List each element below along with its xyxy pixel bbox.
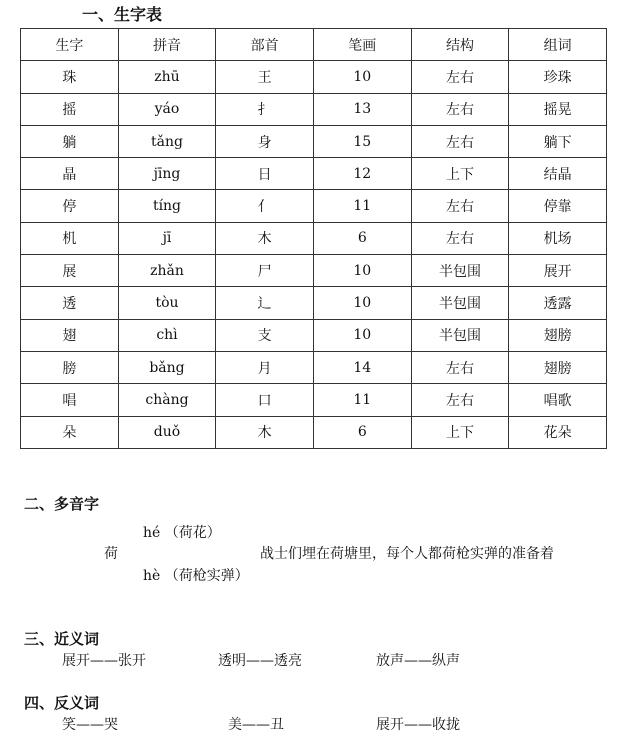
strokes-cell: 10	[313, 287, 411, 319]
word-cell: 翅膀	[509, 319, 607, 351]
antonym-pair: 笑——哭	[62, 717, 118, 733]
word-cell: 唱歌	[509, 384, 607, 416]
radical-cell: 木	[216, 222, 314, 254]
table-row	[21, 255, 607, 287]
structure-cell: 半包围	[411, 287, 509, 319]
pinyin-cell: tòu	[118, 287, 216, 319]
char-cell: 唱	[21, 384, 119, 416]
radical-cell: 辶	[216, 287, 314, 319]
strokes-cell: 12	[313, 158, 411, 190]
antonym-pair: 展开——收拢	[376, 717, 460, 733]
header-cell: 部首	[216, 29, 314, 61]
radical-cell: 身	[216, 125, 314, 157]
word-cell: 躺下	[509, 125, 607, 157]
char-cell: 翅	[21, 319, 119, 351]
table-row	[21, 319, 607, 351]
char-cell: 透	[21, 287, 119, 319]
table-row	[21, 158, 607, 190]
section4-title: 四、反义词	[24, 694, 100, 712]
radical-cell: 支	[216, 319, 314, 351]
word-cell: 停靠	[509, 190, 607, 222]
header-cell: 组词	[509, 29, 607, 61]
char-cell: 躺	[21, 125, 119, 157]
structure-cell: 半包围	[411, 255, 509, 287]
char-cell: 朵	[21, 416, 119, 448]
header-cell: 拼音	[118, 29, 216, 61]
table-row	[21, 190, 607, 222]
structure-cell: 左右	[411, 93, 509, 125]
strokes-cell: 10	[313, 61, 411, 93]
structure-cell: 左右	[411, 125, 509, 157]
structure-cell: 左右	[411, 61, 509, 93]
radical-cell: 日	[216, 158, 314, 190]
char-cell: 珠	[21, 61, 119, 93]
strokes-cell: 15	[313, 125, 411, 157]
radical-cell: 扌	[216, 93, 314, 125]
strokes-cell: 10	[313, 319, 411, 351]
word-cell: 翅膀	[509, 351, 607, 383]
antonym-pair: 美——丑	[228, 717, 284, 733]
pinyin-cell: duǒ	[118, 416, 216, 448]
table-row	[21, 287, 607, 319]
structure-cell: 左右	[411, 190, 509, 222]
structure-cell: 上下	[411, 416, 509, 448]
table-row	[21, 351, 607, 383]
polyphone-reading-1: hé （荷花）	[143, 525, 221, 541]
structure-cell: 上下	[411, 158, 509, 190]
synonym-pair: 展开——张开	[62, 653, 146, 669]
polyphone-reading-2: hè （荷枪实弹）	[143, 568, 249, 584]
pinyin-cell: yáo	[118, 93, 216, 125]
header-cell: 生字	[21, 29, 119, 61]
strokes-cell: 14	[313, 351, 411, 383]
char-cell: 晶	[21, 158, 119, 190]
word-cell: 机场	[509, 222, 607, 254]
pinyin-cell: tǎng	[118, 125, 216, 157]
word-cell: 花朵	[509, 416, 607, 448]
table-header-row	[21, 29, 607, 61]
char-cell: 停	[21, 190, 119, 222]
synonym-pair: 透明——透亮	[218, 653, 302, 669]
polyphone-char: 荷	[104, 546, 118, 562]
char-cell: 膀	[21, 351, 119, 383]
pinyin-cell: tíng	[118, 190, 216, 222]
header-cell: 结构	[411, 29, 509, 61]
pinyin-cell: zhū	[118, 61, 216, 93]
strokes-cell: 10	[313, 255, 411, 287]
table-body	[21, 61, 607, 449]
polyphone-sentence: 战士们埋在荷塘里，每个人都荷枪实弹的准备着	[260, 546, 554, 562]
structure-cell: 左右	[411, 384, 509, 416]
table-row	[21, 222, 607, 254]
section1-title: 一、生字表	[82, 5, 163, 24]
word-cell: 摇晃	[509, 93, 607, 125]
pinyin-cell: jīng	[118, 158, 216, 190]
strokes-cell: 11	[313, 190, 411, 222]
strokes-cell: 13	[313, 93, 411, 125]
strokes-cell: 6	[313, 416, 411, 448]
word-cell: 展开	[509, 255, 607, 287]
pinyin-cell: jī	[118, 222, 216, 254]
word-cell: 结晶	[509, 158, 607, 190]
table-row	[21, 125, 607, 157]
radical-cell: 尸	[216, 255, 314, 287]
table-row	[21, 416, 607, 448]
table-row	[21, 61, 607, 93]
synonym-pair: 放声——纵声	[376, 653, 460, 669]
char-cell: 机	[21, 222, 119, 254]
pinyin-cell: chì	[118, 319, 216, 351]
radical-cell: 口	[216, 384, 314, 416]
header-cell: 笔画	[313, 29, 411, 61]
radical-cell: 王	[216, 61, 314, 93]
strokes-cell: 6	[313, 222, 411, 254]
word-cell: 珍珠	[509, 61, 607, 93]
radical-cell: 月	[216, 351, 314, 383]
structure-cell: 左右	[411, 351, 509, 383]
radical-cell: 木	[216, 416, 314, 448]
structure-cell: 左右	[411, 222, 509, 254]
vocab-table	[20, 28, 607, 449]
table-row	[21, 93, 607, 125]
word-cell: 透露	[509, 287, 607, 319]
char-cell: 摇	[21, 93, 119, 125]
table-row	[21, 384, 607, 416]
char-cell: 展	[21, 255, 119, 287]
section3-title: 三、近义词	[24, 630, 100, 648]
radical-cell: 亻	[216, 190, 314, 222]
pinyin-cell: bǎng	[118, 351, 216, 383]
section2-title: 二、多音字	[24, 495, 100, 513]
strokes-cell: 11	[313, 384, 411, 416]
structure-cell: 半包围	[411, 319, 509, 351]
pinyin-cell: zhǎn	[118, 255, 216, 287]
pinyin-cell: chàng	[118, 384, 216, 416]
